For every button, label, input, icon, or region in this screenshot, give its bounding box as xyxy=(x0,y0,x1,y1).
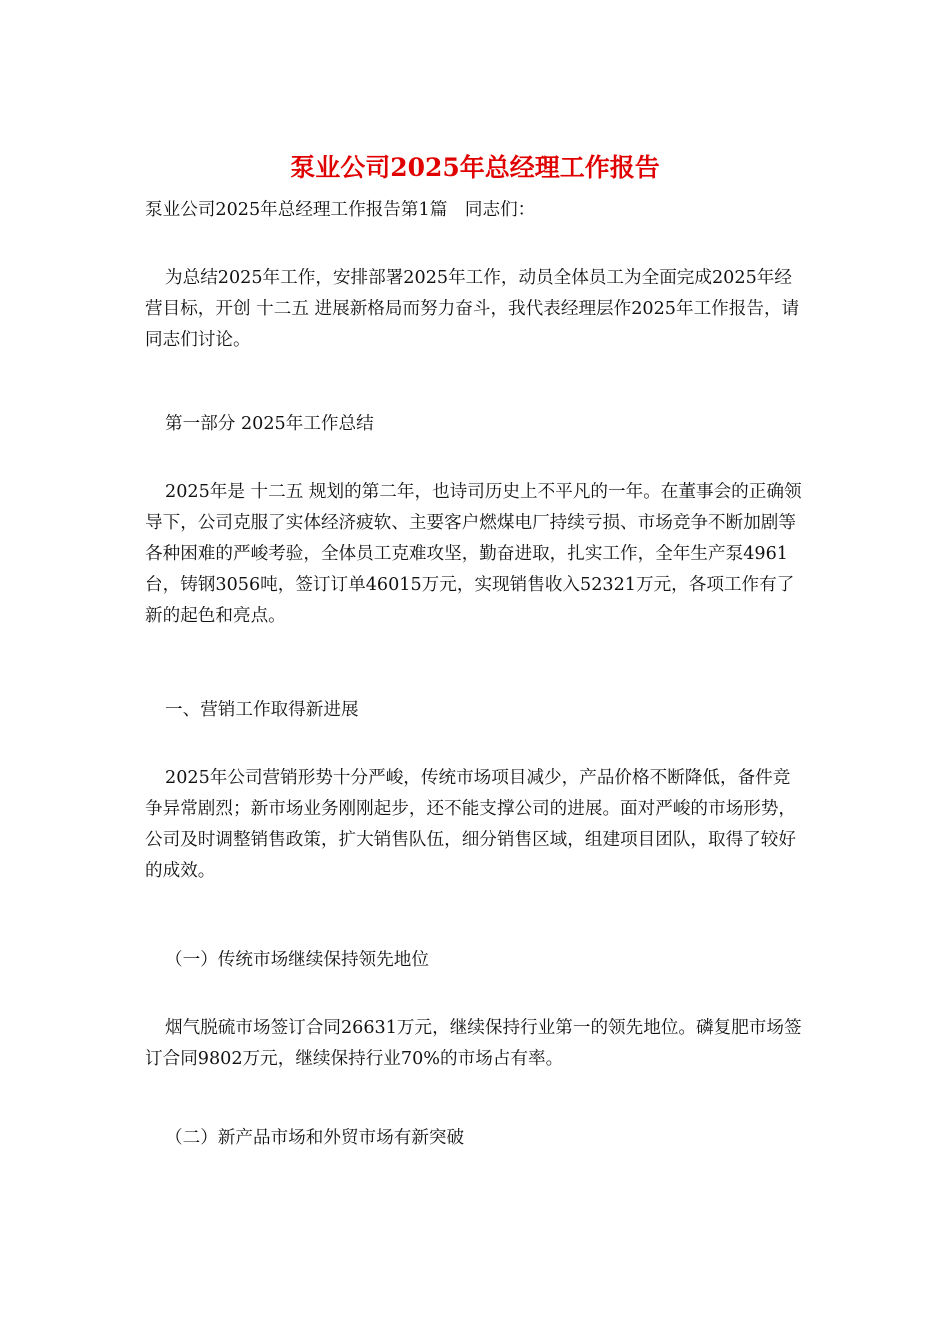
paragraph-traditional-market: 烟气脱硫市场签订合同26631万元，继续保持行业第一的领先地位。磷复肥市场签订合同9802万元，继续保持行业70%的市场占有率。 xyxy=(145,1018,802,1069)
document-title: 泵业公司2025年总经理工作报告 xyxy=(290,153,660,182)
paragraph-opening: 为总结2025年工作，安排部署2025年工作，动员全体员工为全面完成2025年经营目标，开创 十二五 进展新格局而努力奋斗，我代表经理层作2025年工作报告，请同志们讨论。 xyxy=(145,268,800,350)
paragraph-summary: 2025年是 十二五 规划的第二年，也诗司历史上不平凡的一年。在董事会的正确领导下，公司克服了实体经济疲软、主要客户燃煤电厂持续亏损、市场竞争不断加剧等各种困难的严峻考验，全体员工克难攻坚，勤奋进取，扎实工作，全年生产泵4961台，铸钢3056吨，签订订单46015万元，实现销售收入52321万元，各项工作有了新的起色和亮点。 xyxy=(145,482,802,626)
paragraph-marketing: 2025年公司营销形势十分严峻，传统市场项目减少，产品价格不断降低，备件竞争异常剧烈；新市场业务刚刚起步，还不能支撑公司的进展。面对严峻的市场形势，公司及时调整销售政策，扩大销售队伍，细分销售区域，组建项目团队，取得了较好的成效。 xyxy=(145,768,796,881)
section-heading-marketing: 一、营销工作取得新进展 xyxy=(165,700,359,720)
subsection-heading-new-market: （二）新产品市场和外贸市场有新突破 xyxy=(165,1128,465,1148)
section-heading-part-one: 第一部分 2025年工作总结 xyxy=(165,414,374,434)
subsection-heading-traditional-market: （一）传统市场继续保持领先地位 xyxy=(165,950,429,970)
intro-line: 泵业公司2025年总经理工作报告第1篇 同志们： xyxy=(145,200,536,220)
